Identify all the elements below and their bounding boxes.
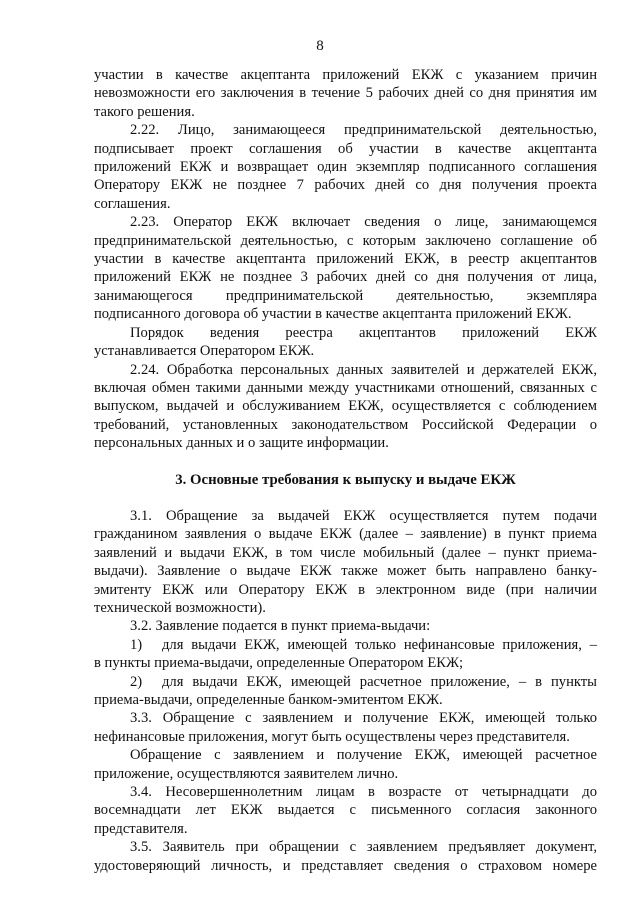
paragraph-2-22 [94,121,597,213]
text-line: невозможности его заключения в течение 5 рабочих дней со дня принятия им [94,85,597,102]
text-line: 2.24. Обработка персональных данных заявителей и держателей ЕКЖ, [130,361,597,378]
text-line: 3.4. Несовершеннолетним лицам в возрасте от четырнадцати до [130,784,597,801]
text-line: эмитенту ЕКЖ или Оператору ЕКЖ в электронном виде (при наличии [94,581,597,598]
text-line: 2.23. Оператор ЕКЖ включает сведения о лице, занимающемся [130,214,597,231]
list-item-number: 1) [130,636,143,653]
text-line: для выдачи ЕКЖ, имеющей расчетное приложение, – в пункты [162,673,597,690]
paragraph-3-4 [94,783,597,838]
text-line: гражданином заявления о выдаче ЕКЖ (далее – заявление) в пункт приема [94,526,597,543]
text-line: Порядок ведения реестра акцептантов приложений ЕКЖ [130,324,597,341]
text-line: участии в качестве акцептанта приложений ЕКЖ, в реестр акцептантов [94,251,597,268]
text-line: включая обмен такими данными между участниками отношений, связанных с [94,379,597,396]
text-line: подписывает проект соглашения об участии в качестве акцептанта [94,140,597,157]
paragraph-2-24 [94,361,597,453]
paragraph-3-3 [94,709,597,746]
text-line: 3.1. Обращение за выдачей ЕКЖ осуществляется путем подачи [130,507,597,524]
document-body [94,66,597,875]
text-line: участии в качестве акцептанта приложений ЕКЖ с указанием причин [94,67,597,83]
text-line: приложений ЕКЖ не позднее 3 рабочих дней со дня получения от лица, [94,269,597,286]
text-line: выдачи). Заявление о выдаче ЕКЖ также может быть направлено банку- [94,563,597,580]
list-item-1 [94,636,597,673]
list-item-2 [94,673,597,710]
text-line: 2.22. Лицо, занимающееся предпринимательской деятельностью, [130,122,597,139]
text-line: такого решения. [94,103,195,120]
paragraph-3-5 [94,838,597,875]
text-line: предпринимательской деятельностью, с которым заключено соглашение об [94,232,597,249]
text-line: устанавливается Оператором ЕКЖ. [94,343,315,360]
paragraph-3-1 [94,507,597,617]
paragraph-3-3-personal [94,746,597,783]
text-line: занимающегося предпринимательской деятельностью, экземпляра [94,287,597,304]
text-line: в пункты приема-выдачи, определенные Оператором ЕКЖ; [94,655,464,672]
text-line: 3.5. Заявитель при обращении с заявлением предъявляет документ, [130,839,597,856]
text-line: восемнадцати лет ЕКЖ выдается с письменного согласия законного [94,802,597,819]
text-line: Обращение с заявлением и получение ЕКЖ, имеющей расчетное [130,747,597,764]
text-line: выпуском, выдачей и обслуживанием ЕКЖ, осуществляется с соблюдением [94,398,597,415]
text-line: приложений ЕКЖ и возвращает один экземпляр подписанного соглашения [94,159,597,176]
text-line: удостоверяющий личность, и представляет сведения о страховом номере [94,857,597,874]
text-line: нефинансовые приложения, могут быть осуществлены через представителя. [94,728,570,745]
text-line: Оператору ЕКЖ не позднее 7 рабочих дней со дня получения проекта [94,177,597,194]
text-line: приема-выдачи, определенные банком-эмитентом ЕКЖ. [94,692,443,708]
section-heading: 3. Основные требования к выпуску и выдаче ЕКЖ [175,471,516,488]
text-line: заявлений и выдачи ЕКЖ, в том числе мобильный (далее – пункт приема- [94,544,597,561]
paragraph-2-23 [94,213,597,323]
text-line: приложение, осуществляются заявителем лично. [94,765,399,782]
paragraph-3-2: 3.2. Заявление подается в пункт приема-выдачи: [130,618,431,635]
text-line: для выдачи ЕКЖ, имеющей только нефинансовые приложения, – [162,636,597,653]
paragraph-continuation [94,66,597,121]
text-line: требований, установленных законодательством Российской Федерации о [94,416,597,433]
list-item-number: 2) [130,673,143,690]
text-line: соглашения. [94,195,171,212]
text-line: представителя. [94,820,188,837]
paragraph-registry-order [94,324,597,361]
page-number: 8 [316,38,324,54]
text-line: технической возможности). [94,599,266,616]
text-line: подписанного договора об участии в качестве акцептанта приложений ЕКЖ. [94,306,572,323]
text-line: 3.3. Обращение с заявлением и получение ЕКЖ, имеющей только [130,710,597,727]
text-line: персональных данных и о защите информации. [94,435,389,452]
